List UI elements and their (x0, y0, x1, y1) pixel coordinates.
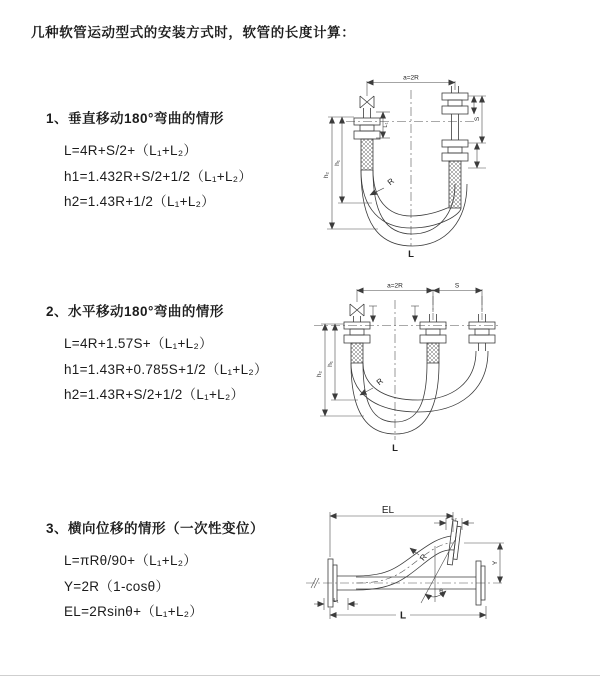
dim-label-h2: h₂ (316, 370, 323, 378)
dim-label-theta: θ (439, 588, 443, 595)
dimension-l1 (314, 598, 358, 610)
formula-h2: h2=1.43R+1/2（L₁+L₂） (64, 194, 215, 209)
formula-h2: h2=1.43R+S/2+1/2（L₁+L₂） (64, 387, 245, 402)
hose-s-curve (356, 536, 454, 590)
dim-label-y: Y (492, 560, 499, 566)
dim-label-l2: L₂ (451, 516, 457, 522)
dim-label-l: L (392, 443, 398, 454)
dim-label-l1: L₁ (333, 598, 339, 604)
dimension-el (330, 505, 453, 557)
dim-label-h2: h₂ (323, 171, 330, 179)
formula-length: L=4R+S/2+（L₁+L₂） (64, 143, 198, 158)
formula-length: L=πRθ/90+（L₁+L₂） (64, 553, 198, 568)
dim-label-l1: L₁ (383, 122, 389, 128)
dim-label-h1: h₁ (327, 361, 334, 367)
radius-leader (410, 548, 429, 563)
left-hose-fitting (354, 108, 380, 170)
angle-theta (421, 540, 455, 603)
section-1 (46, 107, 252, 215)
pipe2-fitting (420, 314, 446, 363)
dim-label-s: S (454, 282, 460, 290)
dimension-l2 (434, 516, 474, 530)
section-2-formulas (64, 331, 268, 408)
valve-icon (350, 304, 364, 316)
upper-flange (447, 521, 461, 566)
diagram-horizontal-180-bend (300, 276, 598, 461)
dim-label-el: EL (381, 505, 395, 516)
hose-u-curves (351, 351, 488, 434)
page-title: 几种软管运动型式的安装方式时，软管的长度计算： (31, 25, 356, 40)
section-2 (46, 300, 268, 408)
diagram-lateral-displacement (298, 500, 598, 650)
formula-length: L=4R+1.57S+（L₁+L₂） (64, 336, 213, 351)
dimension-l (330, 606, 486, 622)
reference-ticks (369, 306, 419, 322)
dim-label-h1: h₁ (334, 160, 341, 166)
dim-label-r: R (385, 176, 396, 188)
section-3-heading: 3、横向位移的情形（一次性变位） (46, 521, 265, 536)
dim-label-r: R (374, 376, 385, 388)
dimension-h1-h2 (323, 117, 378, 229)
dimension-s (468, 96, 486, 168)
dim-label-span: a=2R (403, 74, 419, 82)
dim-label-l: L (399, 610, 407, 622)
dim-label-l: L (408, 249, 414, 260)
dimension-h1-h2 (316, 324, 364, 416)
section-2-heading: 2、水平移动180°弯曲的情形 (46, 304, 224, 319)
section-1-heading: 1、垂直移动180°弯曲的情形 (46, 111, 224, 126)
pipe1-fitting (344, 316, 370, 363)
dim-label-s: S (474, 116, 481, 122)
section-3 (46, 517, 264, 625)
dim-label-r: R (418, 552, 429, 563)
section-3-formulas (64, 548, 264, 625)
formula-h1: h1=1.43R+0.785S+1/2（L₁+L₂） (64, 361, 268, 377)
dim-label-span: a=2R (387, 282, 403, 290)
valve-icon (360, 96, 374, 108)
diagram-vertical-180-bend (300, 68, 585, 266)
section-1-formulas (64, 138, 252, 215)
formula-h1: h1=1.432R+S/2+1/2（L₁+L₂） (64, 168, 253, 184)
formula-el: EL=2Rsinθ+（L₁+L₂） (64, 604, 204, 619)
formula-y: Y=2R（1-cosθ） (64, 578, 170, 594)
dimension-span-s (357, 283, 482, 313)
